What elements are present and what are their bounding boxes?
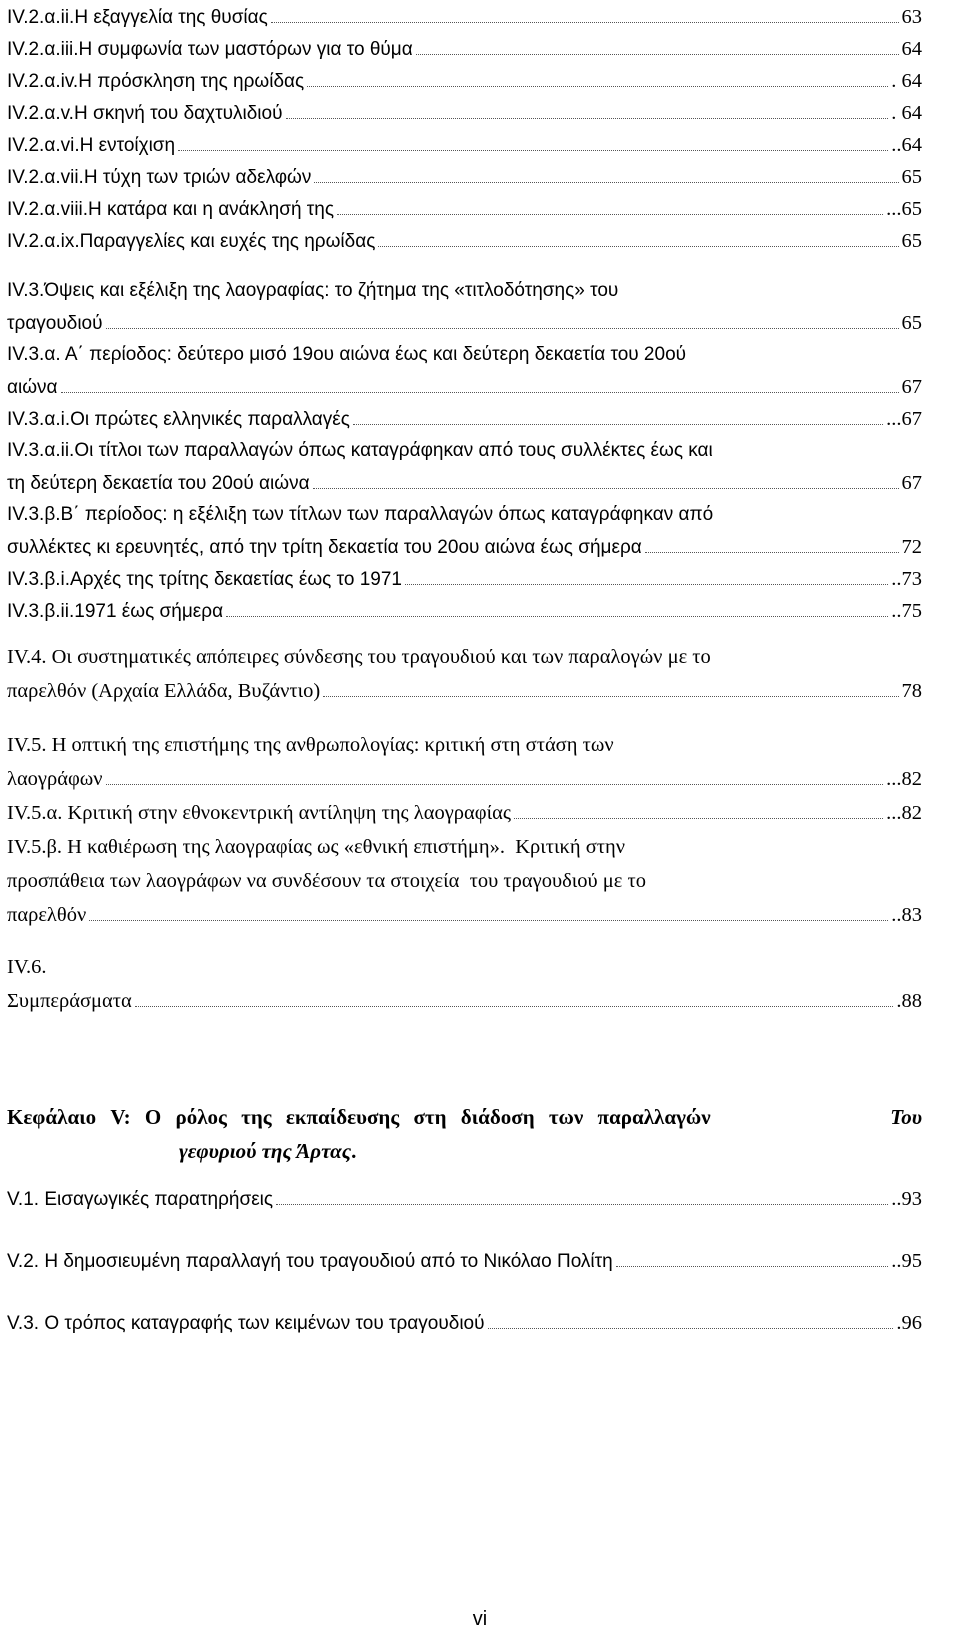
toc-title: Οι τίτλοι των παραλλαγών όπως καταγράφηκαν από τους συλλέκτες έως και <box>74 440 713 461</box>
toc-title: Η τύχη των τριών αδελφών <box>83 167 312 188</box>
toc-page: 78 <box>901 680 922 702</box>
toc-entry <box>7 434 922 468</box>
toc-entry-continuation <box>7 984 922 1018</box>
dot-leader <box>645 532 899 553</box>
toc-entry-continuation <box>7 864 922 898</box>
dot-leader <box>313 468 899 489</box>
toc-entry <box>7 274 922 308</box>
toc-title: Όψεις και εξέλιξη της λαογραφίας: το ζήτημα της «τιτλοδότησης» του <box>44 280 619 301</box>
chapter-heading <box>7 1100 922 1168</box>
toc-code: IV.3.α. <box>7 344 61 365</box>
toc-code: IV.3.β.ii. <box>7 601 75 622</box>
dot-leader <box>337 194 883 215</box>
toc-title: αιώνα έως και δεύτερη δεκαετία του 20 <box>334 344 666 365</box>
toc-title: Εισαγωγικές παρατηρήσεις <box>39 1189 274 1210</box>
toc-page: .96 <box>896 1312 922 1334</box>
toc-title: παρελθόν (Αρχαία Ελλάδα, Βυζάντιο) <box>7 680 321 702</box>
toc-page: .88 <box>896 990 922 1012</box>
dot-leader <box>314 162 898 183</box>
dot-leader <box>178 130 888 151</box>
chapter-heading-italic: γεφυριού της Άρτας <box>179 1139 352 1163</box>
toc-entry <box>7 160 922 194</box>
toc-page: ...82 <box>886 768 922 790</box>
toc-code: V.2. <box>7 1251 40 1272</box>
toc-page: ...67 <box>886 408 922 430</box>
dot-leader <box>353 404 883 425</box>
toc-entry-continuation <box>7 674 922 708</box>
toc-entry <box>7 594 922 628</box>
toc-entry <box>7 96 922 130</box>
toc-entry-continuation: συλλέκτες κι ερευνητές, από την τρίτη δεκαετία του 20 ου αιώνα έως σήμερα 72 <box>7 530 922 564</box>
toc-code: IV.3.β.i. <box>7 569 71 590</box>
toc-title: Συμπεράσματα <box>7 990 132 1012</box>
toc-page: ..95 <box>891 1250 922 1272</box>
toc-title: τραγουδιού <box>7 313 103 334</box>
toc-code: V.3. <box>7 1313 40 1334</box>
toc-title: Η καθιέρωση της λαογραφίας ως «εθνική επιστήμη». Κριτική στην <box>62 836 625 858</box>
dot-leader <box>226 596 888 617</box>
toc-title: αιώνα έως σήμερα <box>479 537 642 558</box>
toc-entry-continuation <box>7 762 922 796</box>
toc-title: Β΄ περίοδος: η εξέλιξη των τίτλων των παραλλαγών όπως καταγράφηκαν από <box>60 504 714 525</box>
chapter-heading-line <box>7 1134 922 1168</box>
toc-entry <box>7 796 922 830</box>
dot-leader <box>488 1308 894 1329</box>
toc-entry <box>7 192 922 226</box>
toc-title: Η εντοίχιση <box>79 135 176 156</box>
toc-entry <box>7 1306 922 1340</box>
toc-page: 65 <box>901 166 922 188</box>
dot-leader <box>514 798 883 819</box>
dot-leader <box>405 564 888 585</box>
toc-code: IV.5.β. <box>7 836 63 858</box>
toc-page: ..64 <box>891 134 922 156</box>
toc-title: Αρχές της τρίτης δεκαετίας έως το 1971 <box>70 569 402 590</box>
dot-leader <box>276 1184 888 1205</box>
toc-code: IV.5. <box>7 734 47 756</box>
toc-page: . 64 <box>891 70 922 92</box>
toc-page: 72 <box>901 536 922 558</box>
toc-entry <box>7 0 922 34</box>
toc-code: V.1. <box>7 1189 40 1210</box>
toc-page: . 64 <box>891 102 922 124</box>
toc-title: Κριτική στην εθνοκεντρική αντίληψη της λαογραφίας <box>62 802 511 824</box>
toc-entry <box>7 402 922 436</box>
chapter-heading-italic: Του <box>890 1105 922 1129</box>
toc-entry-continuation <box>7 898 922 932</box>
toc-entry-continuation: τη δεύτερη δεκαετία του 20 ού αιώνα 67 <box>7 466 922 500</box>
toc-entry <box>7 224 922 258</box>
toc-page: ..93 <box>891 1188 922 1210</box>
toc-title: Η εξαγγελία της θυσίας <box>74 7 268 28</box>
dot-leader <box>106 308 899 329</box>
toc-code: IV.2.α.v. <box>7 103 74 124</box>
toc-entry <box>7 498 922 532</box>
toc-title: συλλέκτες κι ερευνητές, από την τρίτη δεκαετία του 20 <box>7 537 459 558</box>
toc-code: IV.5.α. <box>7 802 63 824</box>
dot-leader <box>135 986 894 1007</box>
toc-entry <box>7 32 922 66</box>
toc-entry <box>7 728 922 762</box>
toc-title: Η οπτική της επιστήμης της ανθρωπολογίας: κριτική στη στάση των <box>46 734 614 756</box>
toc-entry <box>7 128 922 162</box>
toc-title: Οι πρώτες ελληνικές παραλλαγές <box>70 409 350 430</box>
toc-title: Α΄ περίοδος: δεύτερο μισό 19 <box>60 344 314 365</box>
toc-page: ..83 <box>891 904 922 926</box>
toc-code: IV.2.α.vi. <box>7 135 80 156</box>
toc-code: IV.3. <box>7 280 45 301</box>
toc-code: IV.2.α.ii. <box>7 7 75 28</box>
toc-title: Παραγγελίες και ευχές της ηρωίδας <box>79 231 376 252</box>
toc-title: 1971 έως σήμερα <box>74 601 224 622</box>
toc-code: IV.2.α.iv. <box>7 71 79 92</box>
toc-code: IV.2.α.ix. <box>7 231 80 252</box>
toc-page: 64 <box>901 38 922 60</box>
chapter-heading-line <box>7 1100 922 1134</box>
toc-entry <box>7 830 922 864</box>
toc-title: προσπάθεια των λαογράφων να συνδέσουν τα στοιχεία του τραγουδιού με το <box>7 870 647 892</box>
toc-code: IV.6. <box>7 956 47 978</box>
toc-title: Η κατάρα και η ανάκλησή της <box>88 199 335 220</box>
toc-title: αιώνα <box>253 473 310 494</box>
toc-code: IV.2.α.iii. <box>7 39 79 60</box>
dot-leader <box>323 676 898 697</box>
toc-entry <box>7 64 922 98</box>
toc-entry-continuation <box>7 370 922 404</box>
toc-title: λαογράφων <box>7 768 103 790</box>
dot-leader <box>89 900 888 921</box>
toc-entry: IV.3.α. Α΄ περίοδος: δεύτερο μισό 19 ου αιώνα έως και δεύτερη δεκαετία του 20 ού <box>7 338 922 372</box>
dot-leader <box>271 2 899 23</box>
toc-page: ...82 <box>886 802 922 824</box>
page-number: vi <box>472 1608 488 1630</box>
toc-title: Οι συστηματικές απόπειρες σύνδεσης του τραγουδιού και των παραλογών με το <box>46 646 711 668</box>
toc-title: Ο τρόπος καταγραφής των κειμένων του τραγουδιού <box>39 1313 485 1334</box>
toc-code: IV.4. <box>7 646 47 668</box>
chapter-heading-period: . <box>351 1139 357 1163</box>
toc-page: 63 <box>901 6 922 28</box>
toc-title: Η δημοσιευμένη παραλλαγή του τραγουδιού από το Νικόλαο Πολίτη <box>39 1251 613 1272</box>
toc-code: IV.3.α.ii. <box>7 440 75 461</box>
dot-leader <box>378 226 898 247</box>
toc-entry <box>7 640 922 674</box>
toc-page: 65 <box>901 230 922 252</box>
toc-code: IV.2.α.vii. <box>7 167 84 188</box>
toc-title: αιώνα <box>7 377 58 398</box>
dot-leader <box>106 764 884 785</box>
toc-code: IV.3.α.i. <box>7 409 71 430</box>
dot-leader <box>307 66 888 87</box>
toc-page: ..73 <box>891 568 922 590</box>
toc-page: ...65 <box>886 198 922 220</box>
toc-entry <box>7 950 922 984</box>
dot-leader <box>286 98 889 119</box>
toc-entry <box>7 562 922 596</box>
toc-entry <box>7 1182 922 1216</box>
dot-leader <box>61 372 899 393</box>
toc-title: παρελθόν <box>7 904 87 926</box>
toc-title: Η σκηνή του δαχτυλιδιού <box>73 103 283 124</box>
toc-title: τη δεύτερη δεκαετία του 20 <box>7 473 233 494</box>
chapter-heading-text: Κεφάλαιο V: Ο ρόλος της εκπαίδευσης στη διάδοση των παραλλαγών <box>7 1105 725 1129</box>
toc-entry-continuation <box>7 306 922 340</box>
dot-leader <box>616 1246 889 1267</box>
dot-leader <box>416 34 899 55</box>
toc-page: 67 <box>901 472 922 494</box>
toc-title: Η συμφωνία των μαστόρων για το θύμα <box>78 39 413 60</box>
toc-page: 65 <box>901 312 922 334</box>
toc-entry <box>7 1244 922 1278</box>
toc-page: ..75 <box>891 600 922 622</box>
toc-page: 67 <box>901 376 922 398</box>
toc-code: IV.2.α.viii. <box>7 199 89 220</box>
toc-title: Η πρόσκληση της ηρωίδας <box>78 71 305 92</box>
toc-code: IV.3.β. <box>7 504 61 525</box>
